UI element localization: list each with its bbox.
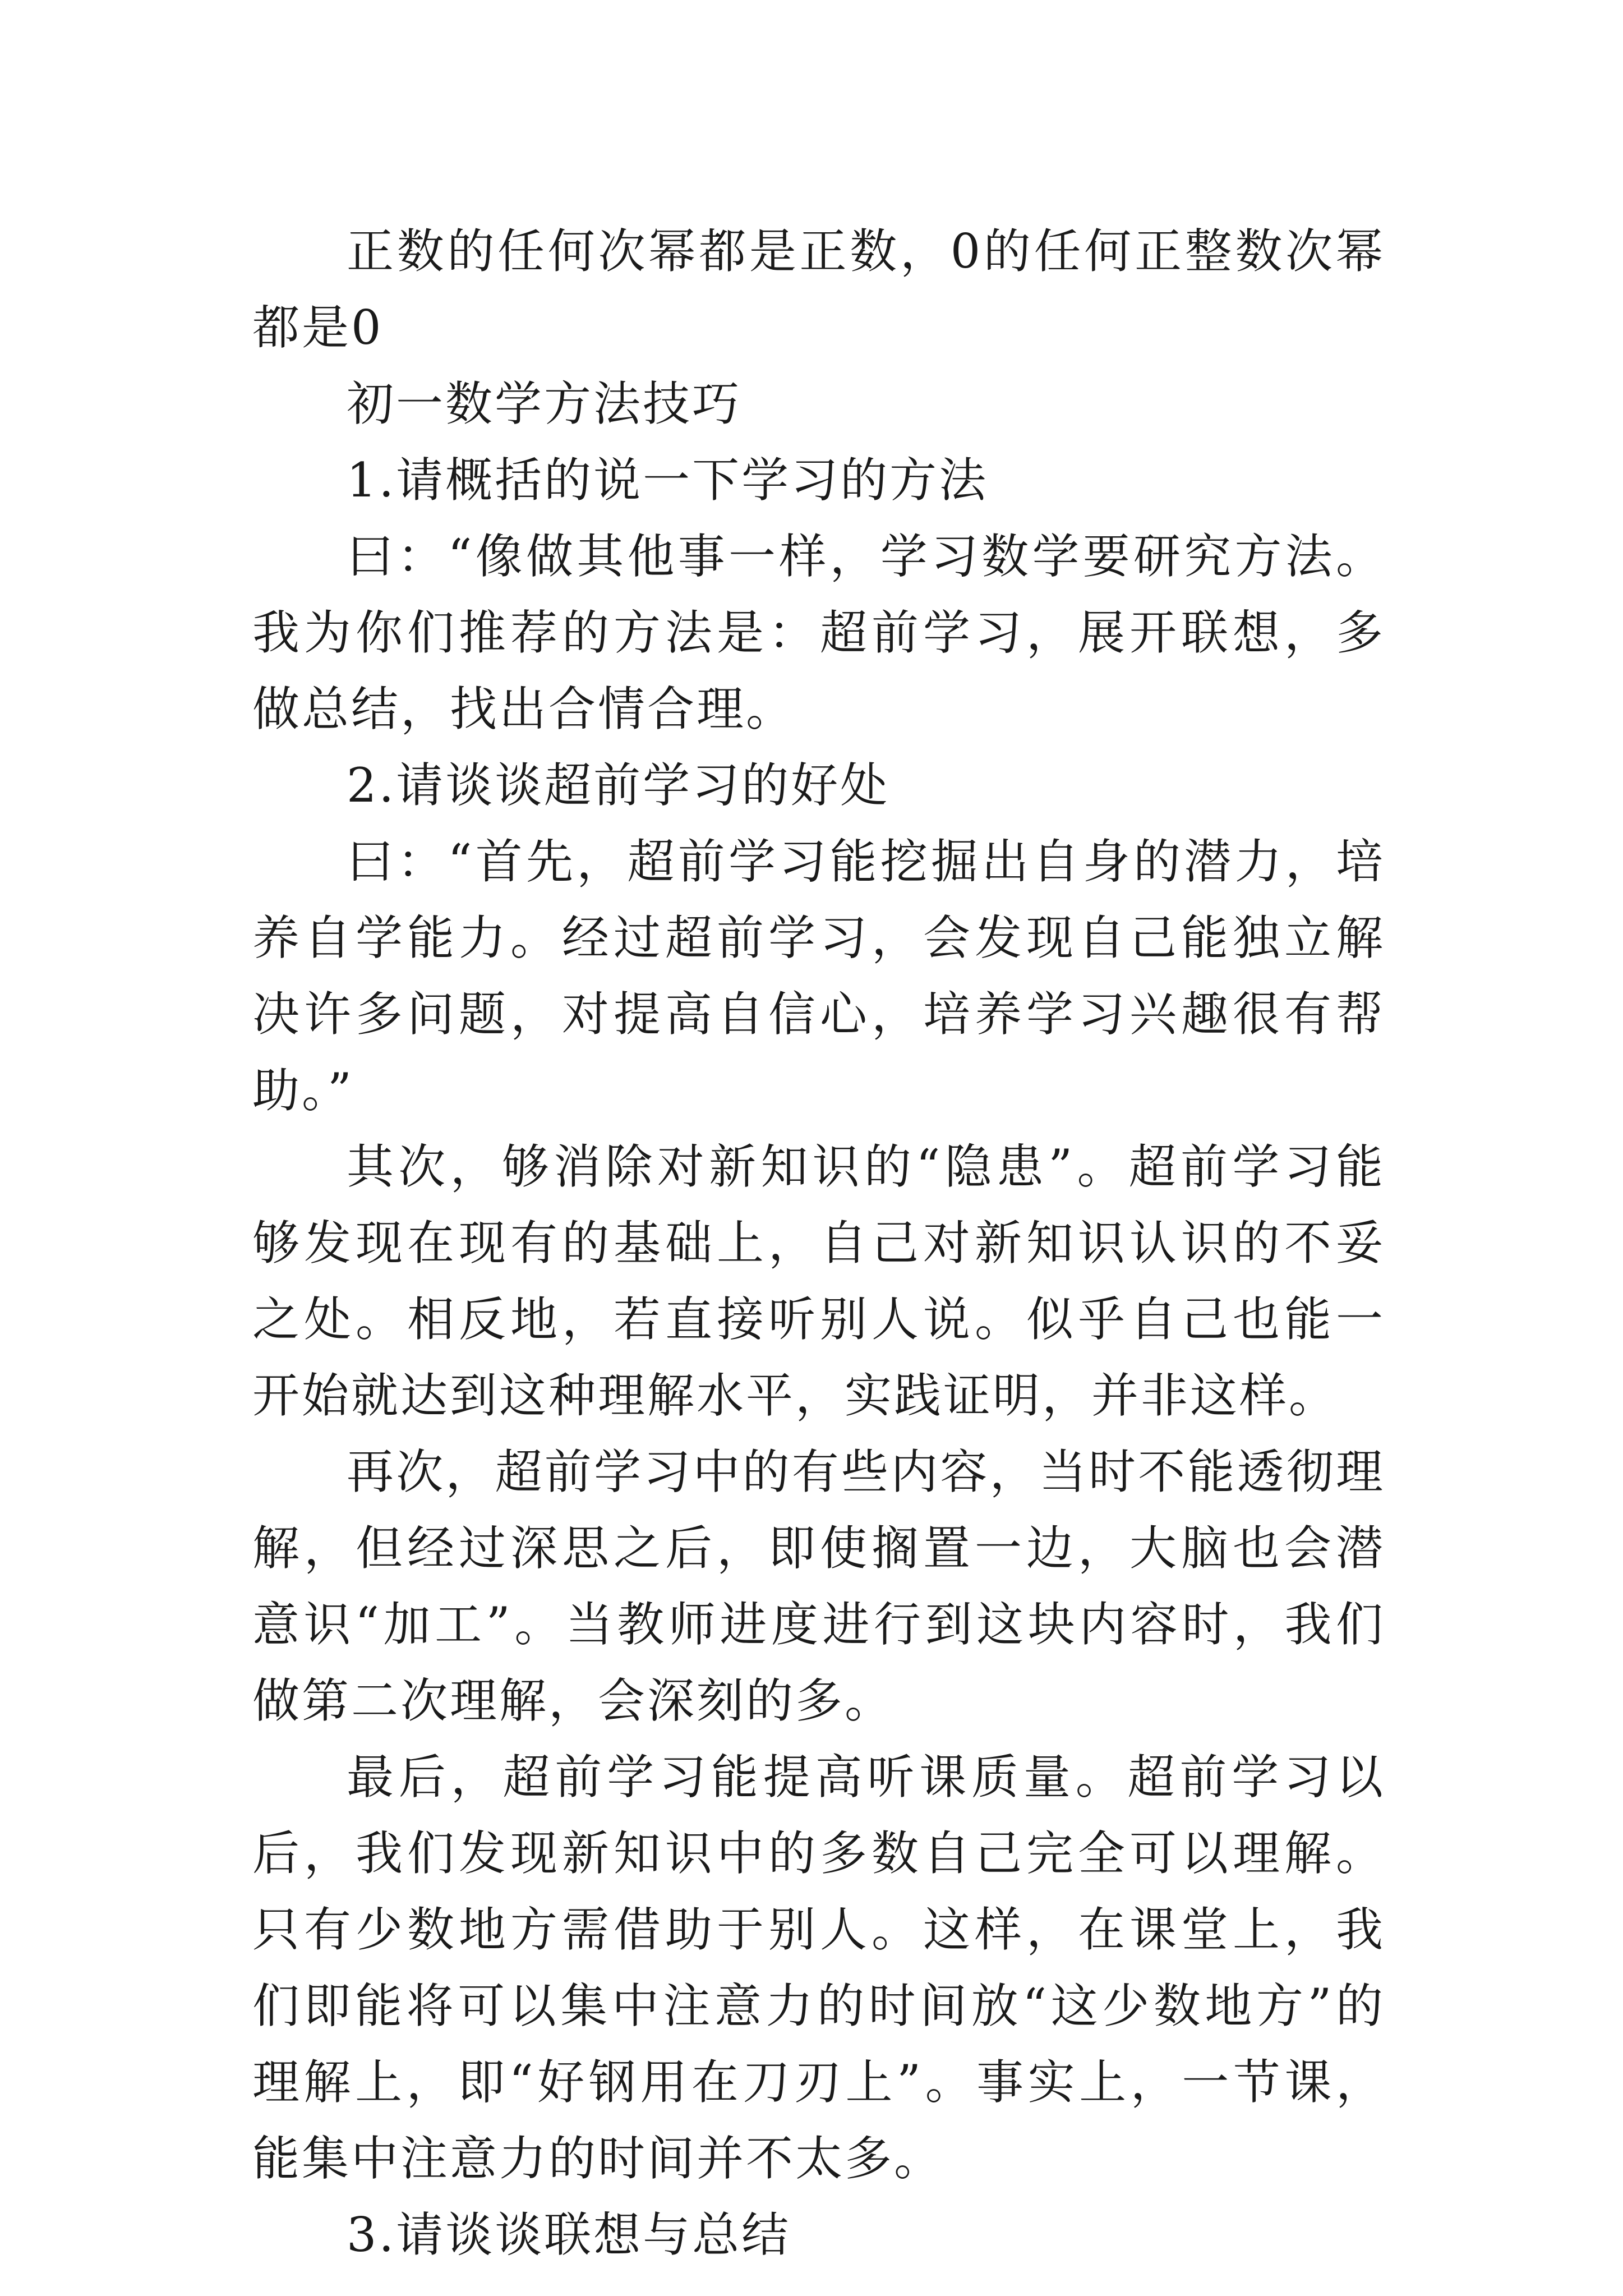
section-heading-methods: 初一数学方法技巧 [347,376,742,431]
question-3-heading: 3.请谈谈联想与总结 [347,2207,791,2262]
answer-2-final-paragraph: 最后，超前学习能提高听课质量。超前学习以后，我们发现新知识中的多数自己完全可以理解。只有少数地方需借助于别人。这样，在课堂上，我们即能将可以集中注意力的时间放“这少数地方”的理解上，即“好钢用在刀刃上”。事实上，一节课，能集中注意力的时间并不太多。 [252,1750,1385,2186]
question-2-heading: 2.请谈谈超前学习的好处 [347,758,890,813]
document-body [252,213,1385,2273]
answer-1-paragraph: 曰：“像做其他事一样，学习数学要研究方法。我为你们推荐的方法是：超前学习，展开联想，多做总结，找出合情合理。 [252,529,1385,737]
question-1-heading: 1.请概括的说一下学习的方法 [347,453,989,508]
paragraph-power-rule: 正数的任何次幂都是正数，0的任何正整数次幂都是0 [252,224,1385,355]
answer-2-third-paragraph: 再次，超前学习中的有些内容，当时不能透彻理解，但经过深思之后，即使搁置一边，大脑也会潜意识“加工”。当教师进度进行到这块内容时，我们做第二次理解，会深刻的多。 [252,1444,1385,1728]
answer-2-second-paragraph: 其次，够消除对新知识的“隐患”。超前学习能够发现在现有的基础上，自己对新知识认识的不妥之处。相反地，若直接听别人说。似乎自己也能一开始就达到这种理解水平，实践证明，并非这样。 [252,1139,1385,1423]
answer-2-first-paragraph: 曰：“首先，超前学习能挖掘出自身的潜力，培养自学能力。经过超前学习，会发现自己能独立解决许多问题，对提高自信心，培养学习兴趣很有帮助。” [252,834,1385,1118]
